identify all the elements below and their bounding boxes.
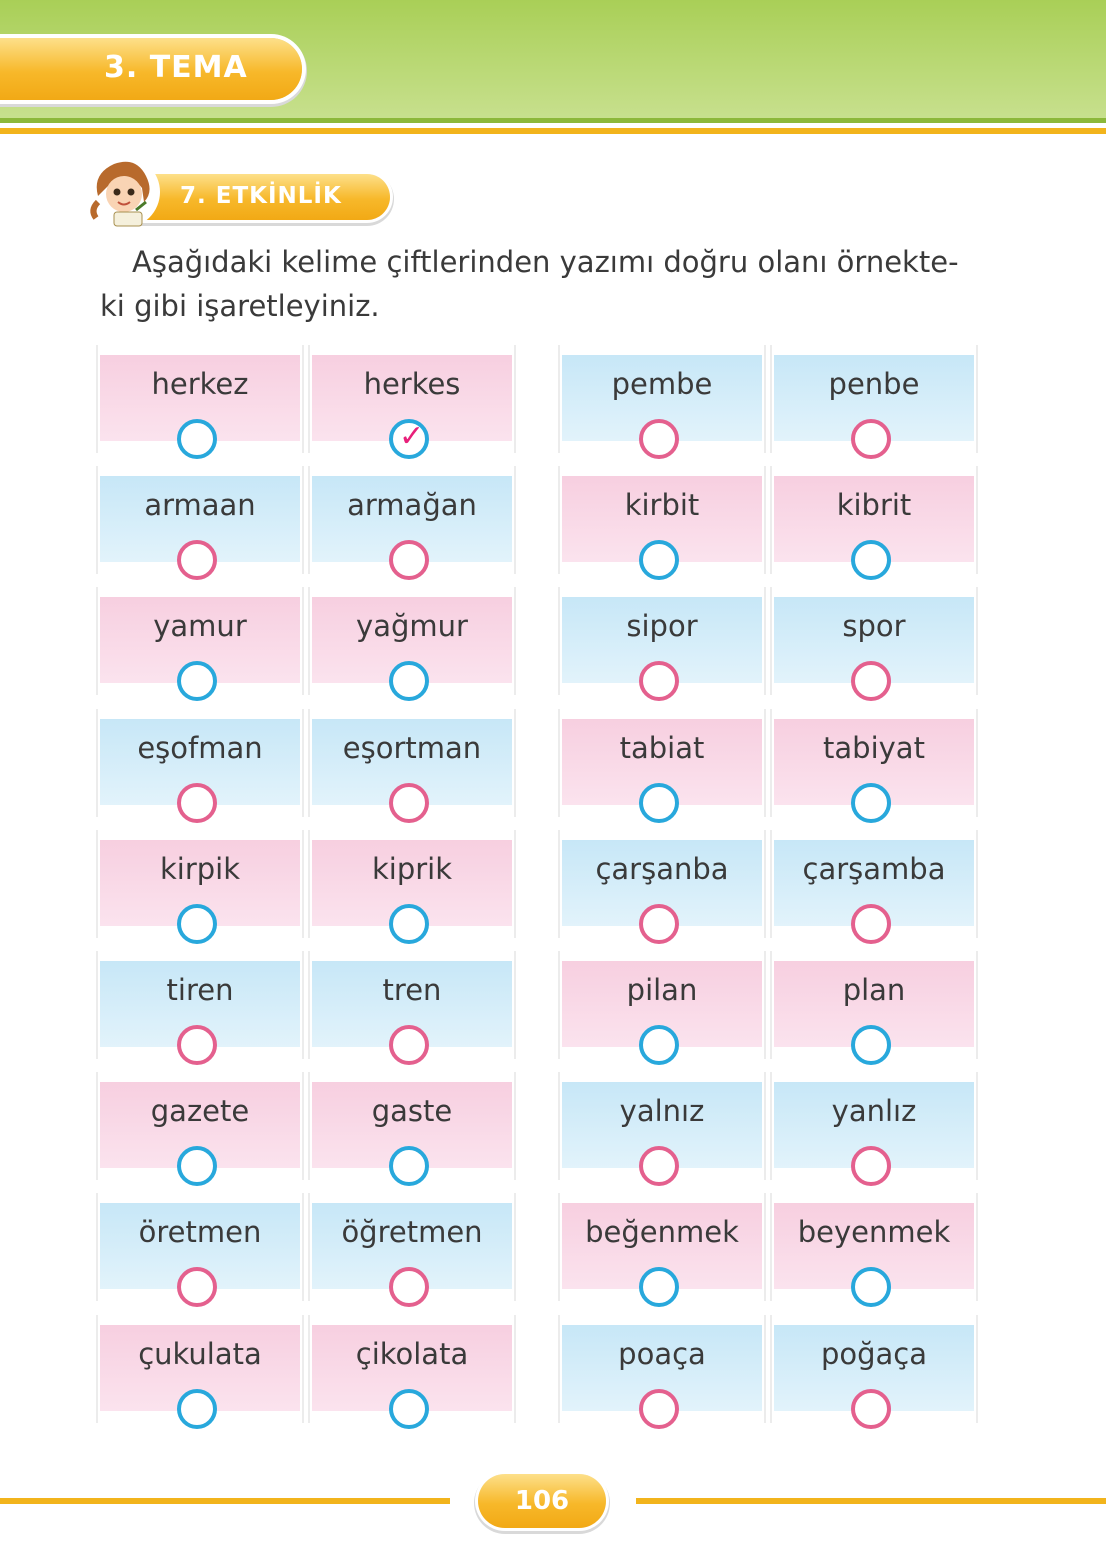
word-option: gaste	[371, 1094, 453, 1128]
card-edge-line	[976, 1193, 978, 1301]
word-card	[100, 476, 300, 562]
answer-circle[interactable]	[851, 1267, 891, 1307]
card-edge-line	[96, 466, 98, 574]
card-edge-line	[764, 466, 766, 574]
word-card	[100, 961, 300, 1047]
answer-circle[interactable]	[389, 1146, 429, 1186]
word-card	[312, 961, 512, 1047]
top-divider-orange	[0, 128, 1106, 134]
word-option: beğenmek	[585, 1215, 739, 1249]
word-card	[312, 1325, 512, 1411]
answer-circle[interactable]	[851, 1146, 891, 1186]
card-edge-line	[976, 830, 978, 938]
word-card	[100, 719, 300, 805]
word-card	[100, 840, 300, 926]
card-edge-line	[976, 1072, 978, 1180]
word-option: poaça	[618, 1337, 706, 1371]
card-edge-line	[770, 951, 772, 1059]
card-edge-line	[302, 587, 304, 695]
card-edge-line	[308, 709, 310, 817]
word-option: plan	[842, 973, 906, 1007]
card-edge-line	[96, 951, 98, 1059]
answer-circle[interactable]	[639, 904, 679, 944]
answer-circle[interactable]	[389, 1389, 429, 1429]
answer-circle[interactable]	[639, 661, 679, 701]
card-edge-line	[302, 709, 304, 817]
card-edge-line	[976, 709, 978, 817]
word-card	[774, 476, 974, 562]
answer-circle[interactable]	[177, 419, 217, 459]
card-edge-line	[558, 1072, 560, 1180]
card-edge-line	[302, 951, 304, 1059]
card-edge-line	[308, 345, 310, 453]
word-option: çarşanba	[595, 852, 729, 886]
card-edge-line	[96, 1072, 98, 1180]
answer-circle[interactable]	[639, 1389, 679, 1429]
card-edge-line	[514, 1193, 516, 1301]
card-edge-line	[764, 345, 766, 453]
card-edge-line	[514, 345, 516, 453]
card-edge-line	[308, 1315, 310, 1423]
card-edge-line	[558, 830, 560, 938]
answer-circle[interactable]	[639, 540, 679, 580]
card-edge-line	[308, 1193, 310, 1301]
card-edge-line	[558, 951, 560, 1059]
word-option: çarşamba	[802, 852, 946, 886]
word-option: sipor	[626, 609, 698, 643]
card-edge-line	[514, 709, 516, 817]
footer-divider-right	[636, 1498, 1106, 1504]
card-edge-line	[514, 951, 516, 1059]
word-option: eşortman	[342, 731, 482, 765]
answer-circle[interactable]	[177, 540, 217, 580]
card-edge-line	[514, 587, 516, 695]
word-card	[562, 1082, 762, 1168]
card-edge-line	[558, 466, 560, 574]
card-edge-line	[976, 466, 978, 574]
card-edge-line	[558, 1315, 560, 1423]
footer-divider-left	[0, 1498, 450, 1504]
answer-circle[interactable]	[639, 1146, 679, 1186]
answer-circle[interactable]	[851, 1389, 891, 1429]
word-card	[312, 719, 512, 805]
word-card	[774, 719, 974, 805]
word-option: tabiat	[619, 731, 705, 765]
answer-circle[interactable]	[389, 661, 429, 701]
page-number-badge	[478, 1474, 606, 1528]
answer-circle[interactable]	[389, 783, 429, 823]
card-edge-line	[514, 830, 516, 938]
word-option: çukulata	[138, 1337, 262, 1371]
answer-circle[interactable]	[389, 1267, 429, 1307]
word-card	[100, 1203, 300, 1289]
word-card	[100, 355, 300, 441]
answer-circle[interactable]	[177, 783, 217, 823]
card-edge-line	[302, 1193, 304, 1301]
instruction-line-2: ki gibi işaretleyiniz.	[100, 289, 380, 323]
card-edge-line	[514, 1072, 516, 1180]
card-edge-line	[770, 345, 772, 453]
word-card	[774, 1203, 974, 1289]
answer-circle[interactable]	[389, 540, 429, 580]
answer-circle[interactable]	[639, 419, 679, 459]
card-edge-line	[770, 709, 772, 817]
card-edge-line	[96, 1315, 98, 1423]
card-edge-line	[308, 830, 310, 938]
answer-circle[interactable]	[851, 783, 891, 823]
card-edge-line	[96, 709, 98, 817]
word-option: kiprik	[371, 852, 453, 886]
card-edge-line	[96, 345, 98, 453]
answer-circle[interactable]	[177, 661, 217, 701]
card-edge-line	[976, 587, 978, 695]
card-edge-line	[558, 709, 560, 817]
word-option: tren	[382, 973, 442, 1007]
answer-circle[interactable]	[851, 419, 891, 459]
card-edge-line	[770, 466, 772, 574]
card-edge-line	[302, 466, 304, 574]
word-card	[774, 961, 974, 1047]
card-edge-line	[308, 1072, 310, 1180]
word-card	[100, 1082, 300, 1168]
word-option: kirpik	[159, 852, 241, 886]
word-option: herkes	[363, 367, 461, 401]
word-card	[562, 476, 762, 562]
card-edge-line	[308, 587, 310, 695]
card-edge-line	[302, 830, 304, 938]
word-option: yanlız	[831, 1094, 917, 1128]
word-option: öretmen	[138, 1215, 262, 1249]
word-option: tabiyat	[823, 731, 925, 765]
answer-circle[interactable]	[177, 1025, 217, 1065]
word-option: penbe	[828, 367, 920, 401]
card-edge-line	[558, 587, 560, 695]
word-option: herkez	[151, 367, 249, 401]
word-option: tiren	[166, 973, 234, 1007]
card-edge-line	[770, 830, 772, 938]
card-edge-line	[976, 951, 978, 1059]
card-edge-line	[764, 709, 766, 817]
answer-circle[interactable]	[639, 1267, 679, 1307]
card-edge-line	[770, 587, 772, 695]
card-edge-line	[770, 1072, 772, 1180]
top-divider-green	[0, 118, 1106, 123]
page-number: 106	[514, 1486, 570, 1516]
card-edge-line	[96, 587, 98, 695]
word-card	[312, 355, 512, 454]
girl-mascot-icon	[84, 152, 164, 232]
answer-circle[interactable]	[389, 904, 429, 944]
answer-circle[interactable]	[389, 1025, 429, 1065]
word-card	[562, 840, 762, 926]
card-edge-line	[302, 1315, 304, 1423]
answer-circle[interactable]	[177, 1267, 217, 1307]
instruction-text	[100, 240, 990, 328]
word-card	[100, 597, 300, 683]
card-edge-line	[514, 466, 516, 574]
card-edge-line	[770, 1315, 772, 1423]
word-card	[774, 1082, 974, 1168]
answer-circle[interactable]	[389, 419, 429, 459]
word-card	[312, 597, 512, 683]
card-edge-line	[558, 345, 560, 453]
card-edge-line	[514, 1315, 516, 1423]
answer-circle[interactable]	[851, 904, 891, 944]
card-edge-line	[764, 951, 766, 1059]
word-option: öğretmen	[341, 1215, 483, 1249]
word-option: yalnız	[619, 1094, 705, 1128]
card-edge-line	[764, 830, 766, 938]
answer-circle[interactable]	[851, 661, 891, 701]
word-option: armaan	[144, 488, 256, 522]
theme-label: 3. TEMA	[104, 50, 248, 85]
activity-tab	[128, 174, 390, 220]
word-card	[774, 1325, 974, 1411]
word-card	[562, 961, 762, 1047]
card-edge-line	[308, 951, 310, 1059]
word-card	[312, 1203, 512, 1289]
card-edge-line	[764, 1193, 766, 1301]
word-option: yağmur	[356, 609, 468, 643]
word-option: pilan	[626, 973, 698, 1007]
card-edge-line	[764, 1072, 766, 1180]
word-option: kibrit	[836, 488, 912, 522]
word-card	[312, 476, 512, 562]
card-edge-line	[976, 345, 978, 453]
card-edge-line	[764, 587, 766, 695]
word-option: poğaça	[820, 1337, 928, 1371]
word-option: spor	[842, 609, 906, 643]
answer-circle[interactable]	[639, 1025, 679, 1065]
card-edge-line	[96, 1193, 98, 1301]
word-option: yamur	[153, 609, 247, 643]
answer-circle[interactable]	[177, 904, 217, 944]
answer-circle[interactable]	[639, 783, 679, 823]
word-option: armağan	[347, 488, 477, 522]
answer-circle[interactable]	[851, 1025, 891, 1065]
activity-label: 7. ETKİNLİK	[180, 183, 342, 209]
word-card	[562, 1203, 762, 1289]
word-card	[562, 597, 762, 683]
word-option: beyenmek	[797, 1215, 951, 1249]
card-edge-line	[764, 1315, 766, 1423]
word-option: pembe	[611, 367, 713, 401]
word-option: gazete	[150, 1094, 250, 1128]
word-card	[562, 1325, 762, 1411]
word-option: çikolata	[355, 1337, 469, 1371]
card-edge-line	[308, 466, 310, 574]
card-edge-line	[96, 830, 98, 938]
answer-circle[interactable]	[851, 540, 891, 580]
card-edge-line	[976, 1315, 978, 1423]
word-card	[312, 840, 512, 926]
card-edge-line	[302, 1072, 304, 1180]
answer-circle[interactable]	[177, 1146, 217, 1186]
instruction-line-1: Aşağıdaki kelime çiftlerinden yazımı doğru olanı örnekte-	[132, 245, 959, 279]
word-card	[774, 597, 974, 683]
theme-tab	[0, 38, 302, 100]
card-edge-line	[302, 345, 304, 453]
word-option: kirbit	[624, 488, 700, 522]
word-card	[774, 840, 974, 926]
word-card	[562, 355, 762, 441]
card-edge-line	[770, 1193, 772, 1301]
word-option: eşofman	[137, 731, 263, 765]
word-card	[774, 355, 974, 441]
answer-circle[interactable]	[177, 1389, 217, 1429]
word-card	[312, 1082, 512, 1168]
word-card	[562, 719, 762, 805]
word-card	[100, 1325, 300, 1411]
card-edge-line	[558, 1193, 560, 1301]
check-mark-icon: ✓	[399, 419, 425, 454]
